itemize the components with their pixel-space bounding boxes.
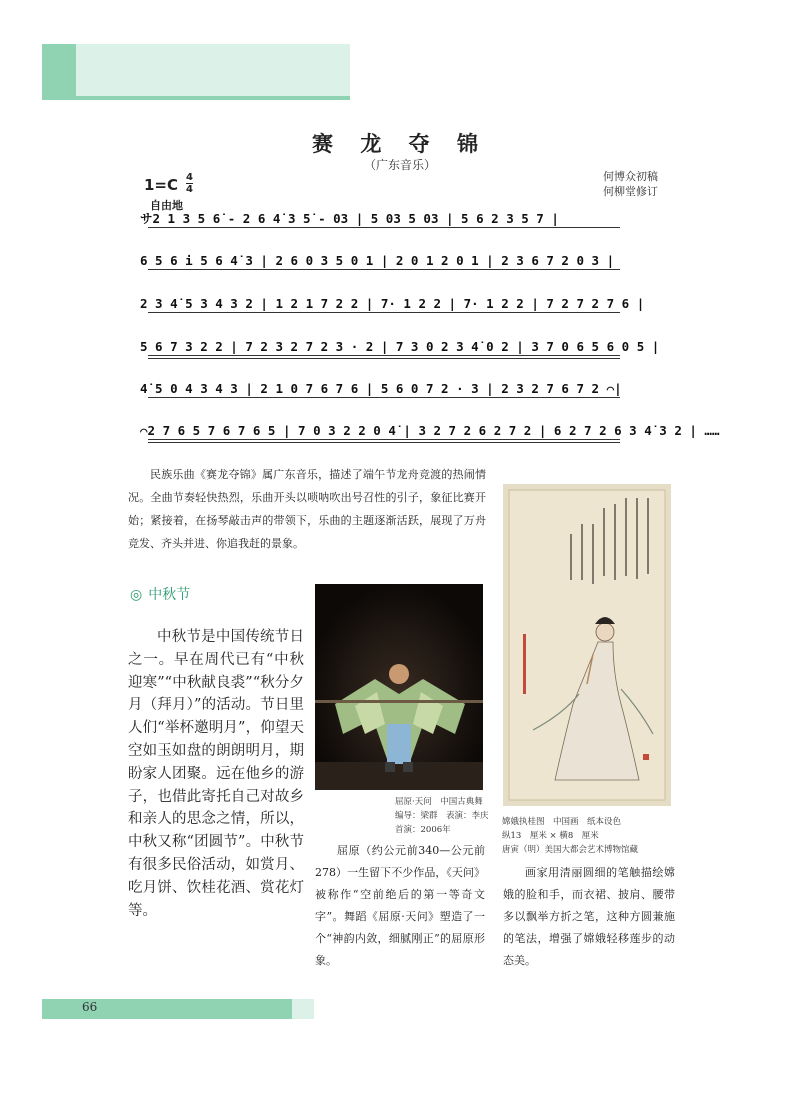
- painting-caption: [502, 815, 638, 857]
- footer-bar: [42, 999, 292, 1019]
- score-notes: 5 6 7 3 2 2 | 7 2 3 2 7 2 3 · 2 | 7 3 0 2 3 4̇ 0 2 | 3 7 0 6 5 6 0 5 |: [140, 339, 660, 354]
- score-notes: 2 3 4̇ 5 3 4 3 2 | 1 2 1 7 2 2 | 7· 1 2 2 | 7· 1 2 2 | 7 2 7 2 7 6 |: [140, 296, 645, 311]
- credit-line: 何博众初稿: [603, 170, 658, 183]
- beam-line: [148, 269, 620, 270]
- photo-caption: [395, 795, 489, 837]
- song-title: 赛 龙 夺 锦: [312, 131, 488, 156]
- score-line: [140, 378, 660, 400]
- painting-image: [503, 484, 671, 806]
- time-signature-bottom: 4: [186, 184, 193, 195]
- time-signature: [186, 172, 193, 195]
- music-description: 民族乐曲《赛龙夺锦》属广东音乐，描述了端午节龙舟竞渡的热闹情况。全曲节奏轻快热烈，乐曲开头以唢呐吹出号召性的引子，象征比赛开始；紧接着，在扬琴敲击声的带领下，乐曲的主题逐渐活跃，展现了万舟竞发、齐头并进、你追我赶的景象。: [128, 468, 486, 550]
- beam-line: [148, 312, 620, 313]
- section-heading: [130, 584, 190, 604]
- header-band-dark: [42, 44, 76, 96]
- time-signature-top: 4: [186, 172, 193, 183]
- section-title: 中秋节: [148, 587, 191, 603]
- circle-icon: ◎: [130, 587, 143, 603]
- score-notes: 6 5 6 i 5 6 4̇ 3 | 2 6 0 3 5 0 1 | 2 0 1 2 0 1 | 2 3 6 7 2 0 3 |: [140, 253, 615, 268]
- dancer-illustration: [315, 584, 483, 790]
- score-line: [140, 336, 660, 358]
- beam-line: [148, 397, 620, 398]
- score-notes: 4̇ 5 0 4 3 4 3 | 2 1 0 7 6 7 6 | 5 6 0 7 2 · 3 | 2 3 2 7 6 7 2 ⌒|: [140, 381, 622, 396]
- header-band: [42, 44, 350, 96]
- caption-line: 编导：梁群 表演：李庆: [395, 811, 489, 821]
- key-signature: 1=C: [144, 176, 179, 194]
- score-line: [140, 250, 660, 272]
- score-notes: ⌒2 7 6 5 7 6 7 6 5 | 7 0 3 2 2 0 4̇ | 3 2 7 2 6 2 7 2 | 6 2 7 2 6 3 4̇ 3 2 | ……: [140, 423, 720, 438]
- score-line: [140, 208, 660, 230]
- score-line: [140, 293, 660, 315]
- quyuan-text: 屈原（约公元前340—公元前278）一生留下不少作品，《天问》被称作“空前绝后的第一等奇文字”。舞蹈《屈原·天问》塑造了一个“神韵内敛，细腻刚正”的屈原形象。: [315, 844, 485, 967]
- caption-line: 屈原·天问 中国古典舞: [395, 797, 483, 807]
- header-rule: [42, 96, 350, 100]
- footer-bar-light: [292, 999, 314, 1019]
- caption-line: 嫦娥执桂图 中国画 纸本设色: [502, 817, 622, 827]
- tempo-marking: 自由地: [150, 199, 183, 212]
- score-notes: サ2 1 3 5 6̇ - 2 6 4̇ 3 5̇ - 03 | 5 03 5 03 | 5 6 2 3 5 7 |: [140, 211, 559, 226]
- page-number: 66: [82, 1000, 98, 1014]
- beam-line: [148, 227, 620, 228]
- score-line: [140, 420, 720, 442]
- caption-line: 纵13 厘米 × 横8 厘米: [502, 831, 599, 841]
- beam-line: [148, 439, 620, 440]
- beam-line: [148, 442, 620, 443]
- dance-photo: [315, 584, 483, 790]
- credit-line: 何柳堂修订: [603, 185, 658, 198]
- caption-line: 首演：2006年: [395, 825, 451, 835]
- beam-line: [148, 358, 620, 359]
- change-painting: [503, 484, 671, 806]
- caption-line: 唐寅（明）美国大都会艺术博物馆藏: [502, 845, 639, 855]
- painting-description: 画家用清丽圆细的笔触描绘嫦娥的脸和手，而衣裙、披肩、腰带多以飘举方折之笔，这种方圆兼施的笔法，增强了嫦娥轻移莲步的动态美。: [503, 866, 675, 967]
- mid-autumn-text: 中秋节是中国传统节日之一。早在周代已有“中秋迎寒”“中秋献良裘”“秋分夕月（拜月）”的活动。节日里人们“举杯邀明月”，仰望天空如玉如盘的朗朗明月，期盼家人团聚。远在他乡的游子，也借此寄托自己对故乡和亲人的思念之情，所以，中秋又称“团圆节”。中秋节有很多民俗活动，如赏月、吃月饼、饮桂花酒、赏花灯等。: [128, 629, 304, 919]
- beam-line: [148, 355, 620, 356]
- song-subtitle: （广东音乐）: [363, 158, 436, 172]
